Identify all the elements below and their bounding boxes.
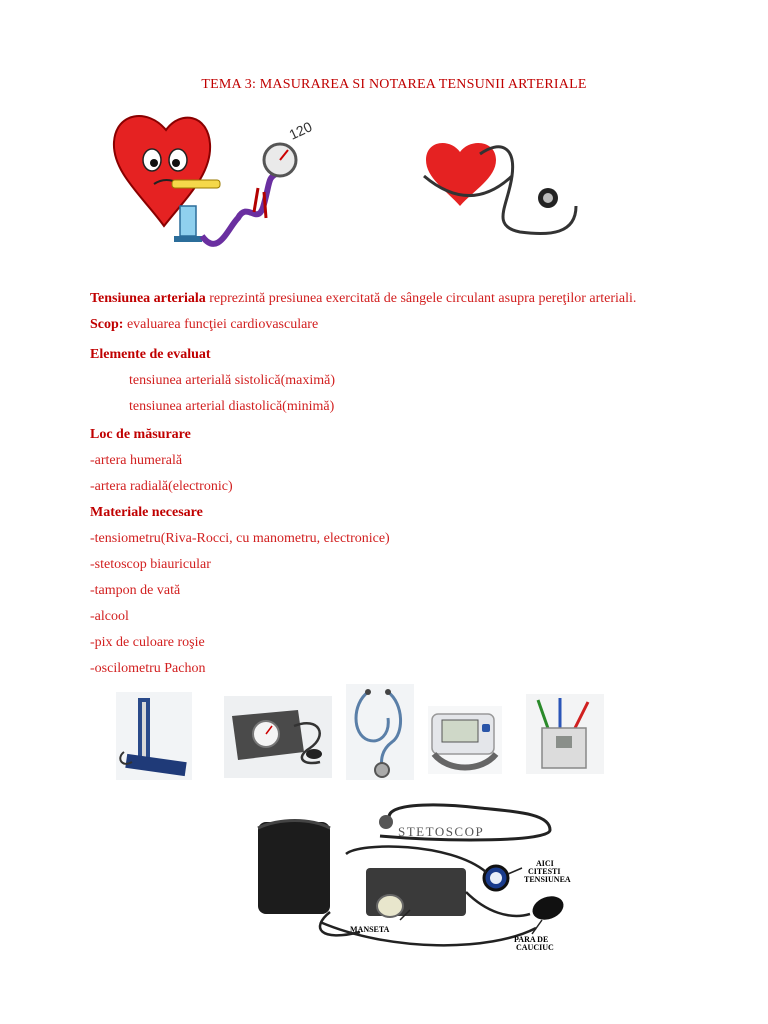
para-label-1: PARA DE	[514, 935, 549, 944]
manseta-label: MANSETA	[350, 925, 390, 934]
scope-label: Scop:	[90, 317, 124, 332]
materials-item: -tampon de vată	[90, 583, 181, 598]
scope-text: evaluarea funcţiei cardiovasculare	[123, 317, 319, 332]
stetoscop-label: STETOSCOP	[398, 824, 485, 839]
bp-kit-diagram	[250, 802, 586, 960]
aici-label-2: CITESTI	[528, 867, 561, 876]
elements-heading: Elemente de evaluat	[90, 347, 211, 362]
materials-item: -oscilometru Pachon	[90, 661, 206, 676]
mercury-sphygmomanometer-image	[116, 692, 192, 780]
materials-heading: Materiale necesare	[90, 505, 203, 520]
aneroid-cuff-image	[224, 696, 332, 778]
materials-item: -stetoscop biauricular	[90, 557, 211, 572]
page-title: TEMA 3: MASURAREA SI NOTAREA TENSUNII ARTERIALE	[201, 77, 587, 92]
elements-item: tensiunea arterială sistolică(maximă)	[129, 373, 336, 388]
scope-line	[90, 317, 318, 333]
location-item: -artera humerală	[90, 453, 183, 468]
definition-text: reprezintă presiunea exercitată de sângele circulant asupra pereţilor arteriali.	[205, 291, 637, 306]
heart-stethoscope-illustration	[420, 136, 590, 246]
elements-item: tensiunea arterial diastolică(minimă)	[129, 399, 335, 414]
gauge-label: 120	[286, 118, 315, 143]
location-heading: Loc de măsurare	[90, 427, 191, 442]
materials-item: -pix de culoare roşie	[90, 635, 205, 650]
para-label-2: CAUCIUC	[516, 943, 554, 952]
materials-item: -tensiometru(Riva-Rocci, cu manometru, electronice)	[90, 531, 390, 546]
stethoscope-image	[346, 684, 414, 780]
aici-label-3: TENSIUNEA	[524, 875, 571, 884]
electronic-monitor-image	[428, 706, 502, 774]
materials-item: -alcool	[90, 609, 129, 624]
definition-line	[90, 291, 636, 307]
location-item: -artera radială(electronic)	[90, 479, 233, 494]
definition-term: Tensiunea arteriala	[90, 291, 206, 306]
aici-label-1: AICI	[536, 859, 554, 868]
heart-pump-illustration	[108, 108, 318, 254]
red-pen-cup-image	[526, 694, 604, 774]
